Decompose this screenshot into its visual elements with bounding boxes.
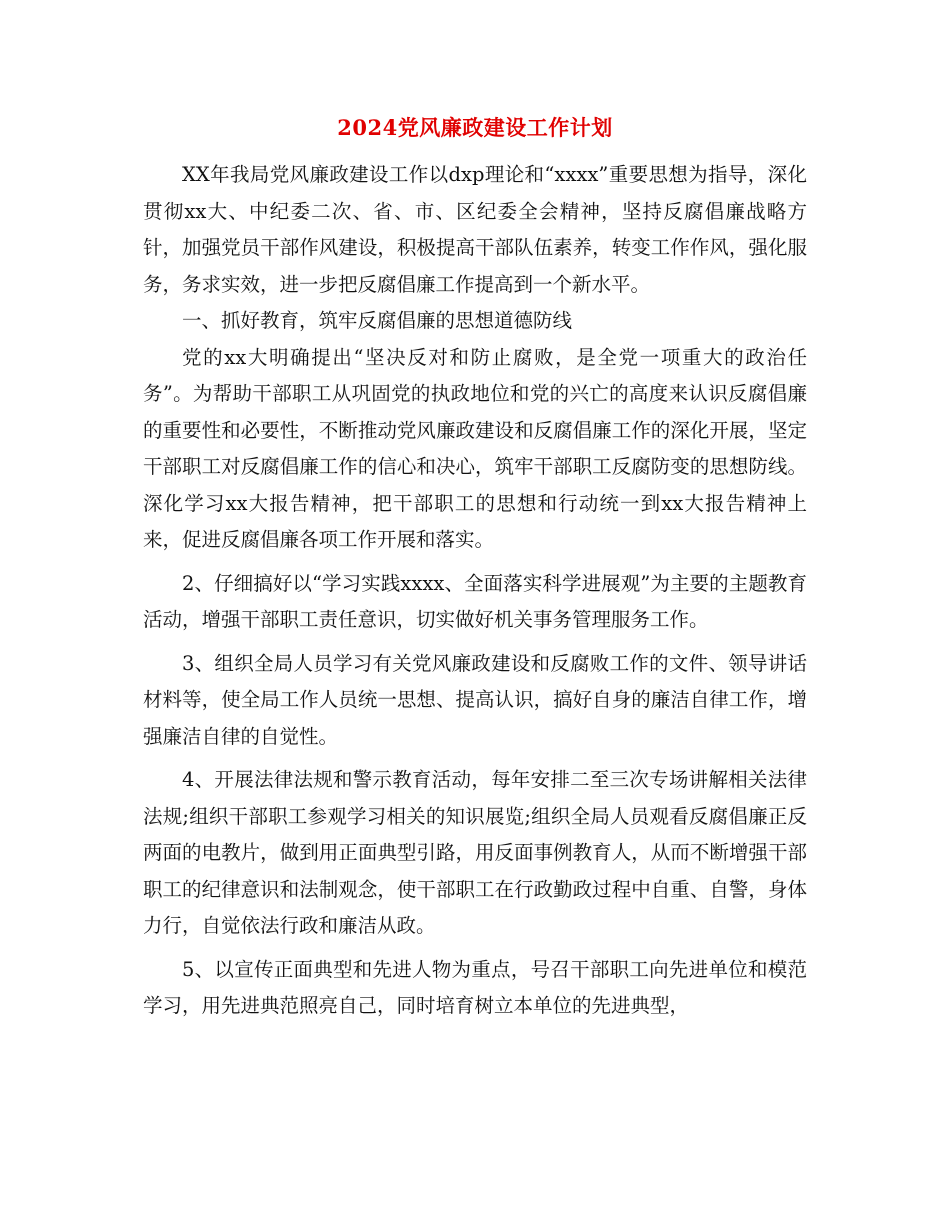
paragraph-item-5: 5、以宣传正面典型和先进人物为重点，号召干部职工向先进单位和模范学习，用先进典范照亮自己，同时培育树立本单位的先进典型，	[143, 957, 807, 1017]
paragraph-section-1: 党的xx大明确提出“坚决反对和防止腐败，是全党一项重大的政治任务”。为帮助干部职工从巩固党的执政地位和党的兴亡的高度来认识反腐倡廉的重要性和必要性，不断推动党风廉政建设和反腐倡廉工作的深化开展，坚定干部职工对反腐倡廉工作的信心和决心，筑牢干部职工反腐防变的思想防线。 深化学习xx大报告精神，把干部职工的思想和行动统一到xx大报告精神上来，促进反腐倡廉各项工作开展和落实。	[143, 345, 807, 551]
document-title: 2024党风廉政建设工作计划	[337, 115, 613, 140]
paragraph-item-2: 2、仔细搞好以“学习实践xxxx、全面落实科学进展观”为主要的主题教育活动，增强干部职工责任意识，切实做好机关事务管理服务工作。	[143, 571, 807, 631]
paragraph-intro: XX年我局党风廉政建设工作以dxp理论和“xxxx”重要思想为指导，深化贯彻xx大、中纪委二次、省、市、区纪委全会精神，坚持反腐倡廉战略方针，加强党员干部作风建设，积极提高干部队伍素养，转变工作作风，强化服务，务求实效，进一步把反腐倡廉工作提高到一个新水平。	[143, 163, 807, 296]
section-heading-education: 一、抓好教育，筑牢反腐倡廉的思想道德防线	[182, 309, 573, 332]
document-body	[143, 157, 807, 1025]
paragraph-item-3: 3、组织全局人员学习有关党风廉政建设和反腐败工作的文件、领导讲话材料等，使全局工作人员统一思想、提高认识，搞好自身的廉洁自律工作，增强廉洁自律的自觉性。	[143, 651, 807, 748]
paragraph-item-4: 4、开展法律法规和警示教育活动，每年安排二至三次专场讲解相关法律法规;组织干部职工参观学习相关的知识展览;组织全局人员观看反腐倡廉正反两面的电教片，做到用正面典型引路，用反面事例教育人，从而不断增强干部职工的纪律意识和法制观念，使干部职工在行政勤政过程中自重、自警，身体力行，自觉依法行政和廉洁从政。	[143, 768, 807, 937]
